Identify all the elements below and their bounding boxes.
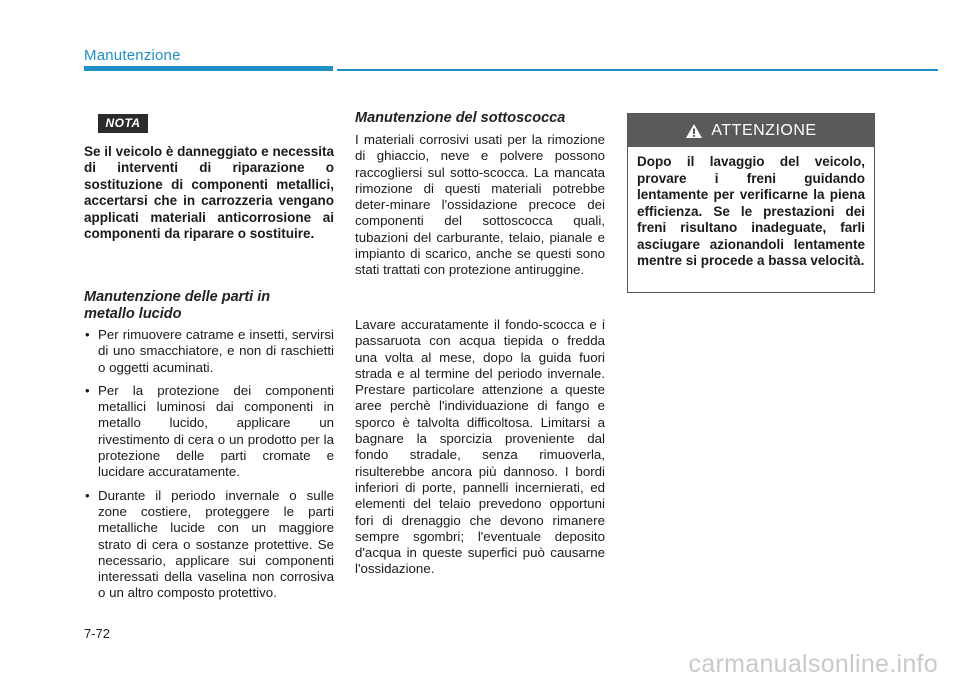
metal-heading-line2: metallo lucido — [84, 305, 182, 322]
bullet-dot: • — [85, 327, 90, 342]
watermark: carmanualsonline.info — [688, 650, 938, 678]
header-rule-thin — [337, 69, 938, 71]
section-title: Manutenzione — [84, 47, 181, 64]
underbody-paragraph-1: I materiali corrosivi usati per la rimozione di ghiaccio, neve e polvere possono raccogliersi sul sotto-scocca. La mancata rimozione di questi materiali potrebbe deter-minare l'ossidazione precoce dei componenti del sottoscocca quali, tubazioni del carburante, telaio, pianale e impianto di scarico, anche se questi sono stati trattati con protezione antiruggine. — [355, 132, 605, 278]
bullet-dot: • — [85, 382, 90, 398]
nota-badge: NOTA — [98, 114, 148, 133]
underbody-paragraph-2: Lavare accuratamente il fondo-scocca e i passaruota con acqua tiepida o fredda una volta al mese, dopo la guida fuori strada e al termine del periodo invernale. Prestare particolare attenzione a queste aree perchè l'individuazione di fango e sporco è talvolta difficoltosa. Limitarsi a bagnare la sporcizia proveniente dal fondo stradale, senza rimuoverla, risulterebbe ancora più dannoso. I bordi inferiori di porte, pannelli incernierati, ed elementi del telaio prevedono opportuni fori di drenaggio che devono rimanere sempre sgombri; l'eventuale deposito d'acqua in queste superfici può causarne l'ossidazione. — [355, 317, 605, 577]
warning-header — [628, 114, 874, 147]
metal-section-heading — [84, 289, 334, 322]
metal-heading-line1: Manutenzione delle parti in — [84, 289, 271, 305]
warning-title: ATTENZIONE — [711, 121, 817, 139]
note-text: Se il veicolo è danneggiato e necessita di interventi di riparazione o sostituzione di componenti metallici, accertarsi che in carrozzeria vengano applicati materiali anticorrosione ai componenti da riparare o sostituire. — [84, 144, 334, 242]
header-rule-thick — [84, 66, 333, 71]
page-number: 7-72 — [84, 626, 111, 641]
warning-text: Dopo il lavaggio del veicolo, provare i freni guidando lentamente per verificarne la piena efficienza. Se le prestazioni dei freni risultano inadeguate, farli asciugare azionandoli lentamente mentre si procede a bassa velocità. — [637, 154, 865, 268]
list-item-text: Per rimuovere catrame e insetti, servirsi di uno smacchiatore, e non di raschietti o oggetti acuminati. — [98, 327, 334, 375]
list-item — [84, 383, 334, 481]
metal-bullet-list — [84, 327, 334, 609]
bullet-dot: • — [85, 487, 90, 503]
list-item — [84, 488, 334, 602]
list-item-text: Durante il periodo invernale o sulle zone costiere, proteggere le parti metalliche lucide con un maggiore strato di cera o sostanze protettive. Se necessario, applicare sui componenti interessati della vaselina non corrosiva o un altro composto protettivo. — [98, 487, 334, 601]
underbody-heading-text: Manutenzione del sottoscocca — [355, 110, 566, 126]
list-item-text: Per la protezione dei componenti metallici luminosi dai componenti in metallo lucido, applicare un rivestimento di cera o un prodotto per la protezione delle parti cromate e lucidare accuratamente. — [98, 382, 334, 480]
warning-box — [627, 113, 875, 293]
warning-triangle-icon — [685, 123, 703, 139]
underbody-section-heading — [355, 110, 605, 127]
list-item — [84, 327, 334, 376]
